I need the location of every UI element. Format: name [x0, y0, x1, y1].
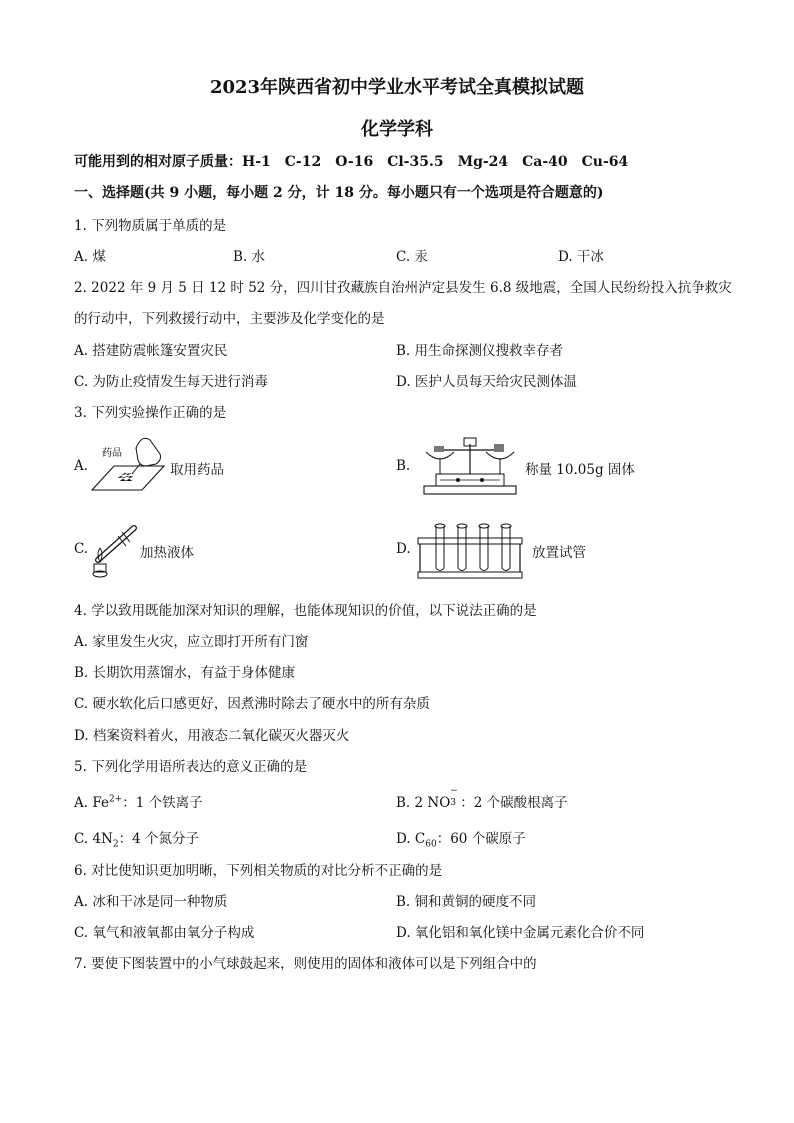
question-6-option-d: D. 氧化铝和氧化镁中金属元素化合价不同 — [396, 925, 645, 941]
question-6-option-b: B. 铜和黄铜的硬度不同 — [396, 894, 537, 910]
question-4-stem: 4. 学以致用既能加深对知识的理解，也能体现知识的价值，以下说法正确的是 — [74, 603, 537, 619]
question-4-option-b: B. 长期饮用蒸馏水，有益于身体健康 — [74, 665, 296, 681]
take-reagent-figure — [88, 430, 168, 498]
question-2-option-a: A. 搭建防震帐篷安置灾民 — [74, 343, 228, 359]
question-5-option-c: C. $4N_2$：4 个氮分子 — [74, 831, 199, 850]
question-1-option-b: B. 水 — [233, 249, 266, 265]
section-title: 一、选择题(共 9 小题，每小题 2 分，计 18 分。每小题只有一个选项是符合题意的) — [74, 185, 604, 201]
question-4-option-d: D. 档案资料着火，用液态二氧化碳灭火器灭火 — [74, 728, 350, 744]
atomic-masses-line: 可能用到的相对原子质量：H-1 C-12 O-16 Cl-35.5 Mg-24 Ca-40 Cu-64 — [74, 154, 629, 170]
page-title: 2023年陕西省初中学业水平考试全真模拟试题 — [209, 77, 585, 98]
question-2-option-b: B. 用生命探测仪搜救幸存者 — [396, 343, 564, 359]
question-2-option-c: C. 为防止疫情发生每天进行消毒 — [74, 374, 268, 390]
question-3-option-b-text: 称量 10.05g 固体 — [525, 462, 635, 478]
question-2-stem-line-2: 的行动中，下列救援行动中，主要涉及化学变化的是 — [74, 311, 385, 327]
reagent-label: 药品 — [102, 448, 122, 459]
question-3-option-d-letter: D. — [396, 541, 411, 557]
heating-liquid-figure — [88, 522, 144, 580]
question-3-option-d-text: 放置试管 — [532, 545, 586, 561]
question-3-option-b-letter: B. — [396, 458, 411, 474]
question-5-option-b: B. 2 NO − 3 ：2 个碳酸根离子 — [396, 786, 568, 811]
question-6-option-a: A. 冰和干冰是同一种物质 — [74, 894, 228, 910]
question-3-stem: 3. 下列实验操作正确的是 — [74, 405, 227, 421]
question-2-option-d: D. 医护人员每天给灾民测体温 — [396, 374, 577, 390]
balance-figure — [418, 430, 522, 498]
question-6-stem: 6. 对比使知识更加明晰，下列相关物质的对比分析不正确的是 — [74, 863, 443, 879]
question-3-option-a-text: 取用药品 — [170, 462, 224, 478]
question-5-option-d: D. $C_{60}$：60 个碳原子 — [396, 831, 526, 850]
question-7-stem: 7. 要使下图装置中的小气球鼓起来，则使用的固体和液体可以是下列组合中的 — [74, 956, 537, 972]
question-4-option-c: C. 硬水软化后口感更好，因煮沸时除去了硬水中的所有杂质 — [74, 696, 430, 712]
question-5-option-a: A. $Fe^{2+}$：1 个铁离子 — [74, 794, 203, 811]
question-1-option-c: C. 汞 — [396, 249, 428, 265]
question-4-option-a: A. 家里发生火灾，应立即打开所有门窗 — [74, 634, 309, 650]
question-6-option-c: C. 氧气和液氧都由氧分子构成 — [74, 925, 255, 941]
question-3-option-a-letter: A. — [74, 458, 89, 474]
question-1-option-a: A. 煤 — [74, 249, 106, 265]
page-subtitle: 化学学科 — [361, 119, 433, 140]
question-5-stem: 5. 下列化学用语所表达的意义正确的是 — [74, 759, 308, 775]
test-tube-rack-figure — [414, 520, 526, 582]
question-3-option-c-text: 加热液体 — [140, 545, 194, 561]
question-1-option-d: D. 干冰 — [558, 249, 604, 265]
question-2-stem-line-1: 2. 2022 年 9 月 5 日 12 时 52 分，四川甘孜藏族自治州泸定县发生 6.8 级地震，全国人民纷纷投入抗争救灾 — [74, 280, 732, 296]
question-3-option-c-letter: C. — [74, 541, 89, 557]
question-1-stem: 1. 下列物质属于单质的是 — [74, 218, 227, 234]
